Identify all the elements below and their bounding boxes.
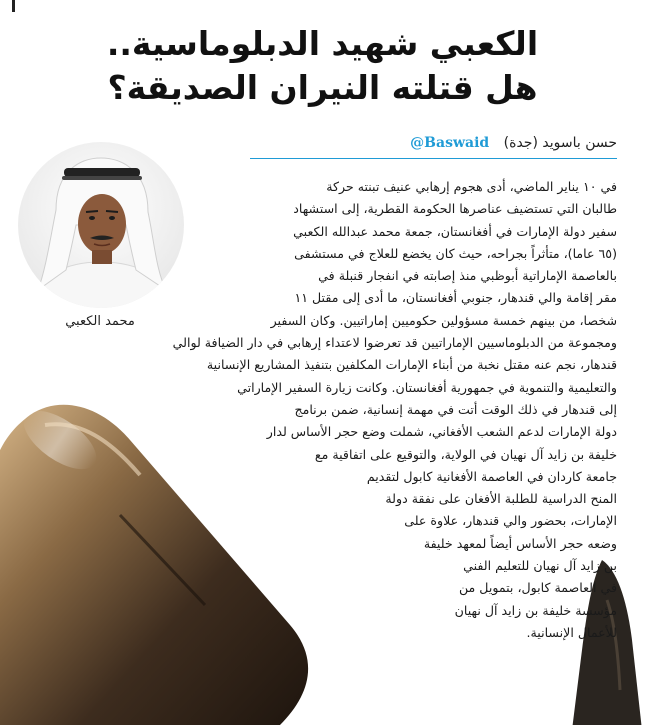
body-line: مقر إقامة والي قندهار، جنوبي أفغانستان، ما أدى إلى مقتل ١١ [294,290,617,306]
article-headline [30,22,615,110]
body-line: (٦٥ عاما)، متأثراً بجراحه، حيث كان يخضع للعلاج في مستشفى [294,245,617,261]
body-line: سفير دولة الإمارات في أفغانستان، جمعة محمد عبدالله الكعبي [293,223,617,239]
body-line: مؤسسة خليفة بن زايد آل نهيان [454,602,617,618]
body-line: جامعة كاردان في العاصمة الأفغانية كابول لتقديم [366,468,617,484]
byline-twitter-handle[interactable]: @Baswaid [410,135,490,151]
body-line: وضعه حجر الأساس أيضاً لمعهد خليفة [423,535,617,551]
body-line: طالبان التي تستضيف عناصرها الحكومة القطرية، إلى استشهاد [293,201,617,217]
body-line: دولة الإمارات لدعم الشعب الأفغاني، شملت وضع حجر الأساس لدار [266,424,617,440]
author-portrait [16,140,186,310]
body-line: للأعمال الإنسانية. [526,624,617,640]
body-line: خليفة بن زايد آل نهيان في الولاية، والتوقيع على اتفاقية مع [314,446,617,462]
body-line: قندهار، نجم عنه مقتل نخبة من أبناء الإمارات المكلفين بتنفيذ المشاريع الإنسانية [206,357,617,373]
body-line: ومجموعة من الدبلوماسيين الإماراتيين قد تعرضوا لاعتداء إرهابي في دار الضيافة لوالي [172,335,617,351]
body-line: شخصا، من بينهم خمسة مسؤولين حكوميين إماراتيين. وكان السفير [270,312,617,328]
body-line: والتعليمية والتنموية في جمهورية أفغانستان. وكانت زيارة السفير الإماراتي [237,379,617,395]
headline-line-2: هل قتلته النيران الصديقة؟ [107,68,538,107]
page-corner-mark [12,0,15,12]
body-line: في ١٠ يناير الماضي، أدى هجوم إرهابي عنيف تبنته حركة [326,179,617,194]
article-body [172,176,617,644]
body-line: بن زايد آل نهيان للتعليم الفني [463,558,617,574]
portrait-caption: محمد الكعبي [65,314,135,329]
body-line: إلى قندهار في ذلك الوقت أتت في مهمة إنسانية، ضمن برنامج [294,401,617,417]
body-line: في العاصمة كابول، بتمويل من [458,580,617,596]
body-line: الإمارات، بحضور والي قندهار، علاوة على [404,513,617,529]
byline-author: حسن باسويد (جدة) [503,135,617,151]
body-line: بالعاصمة الإماراتية أبوظبي منذ إصابته في انفجار قنبلة في [318,268,617,284]
headline-line-1: الكعبي شهيد الدبلوماسية.. [106,24,539,63]
body-line: المنح الدراسية للطلبة الأفغان على نفقة دولة [385,491,617,507]
article-byline [250,134,617,159]
